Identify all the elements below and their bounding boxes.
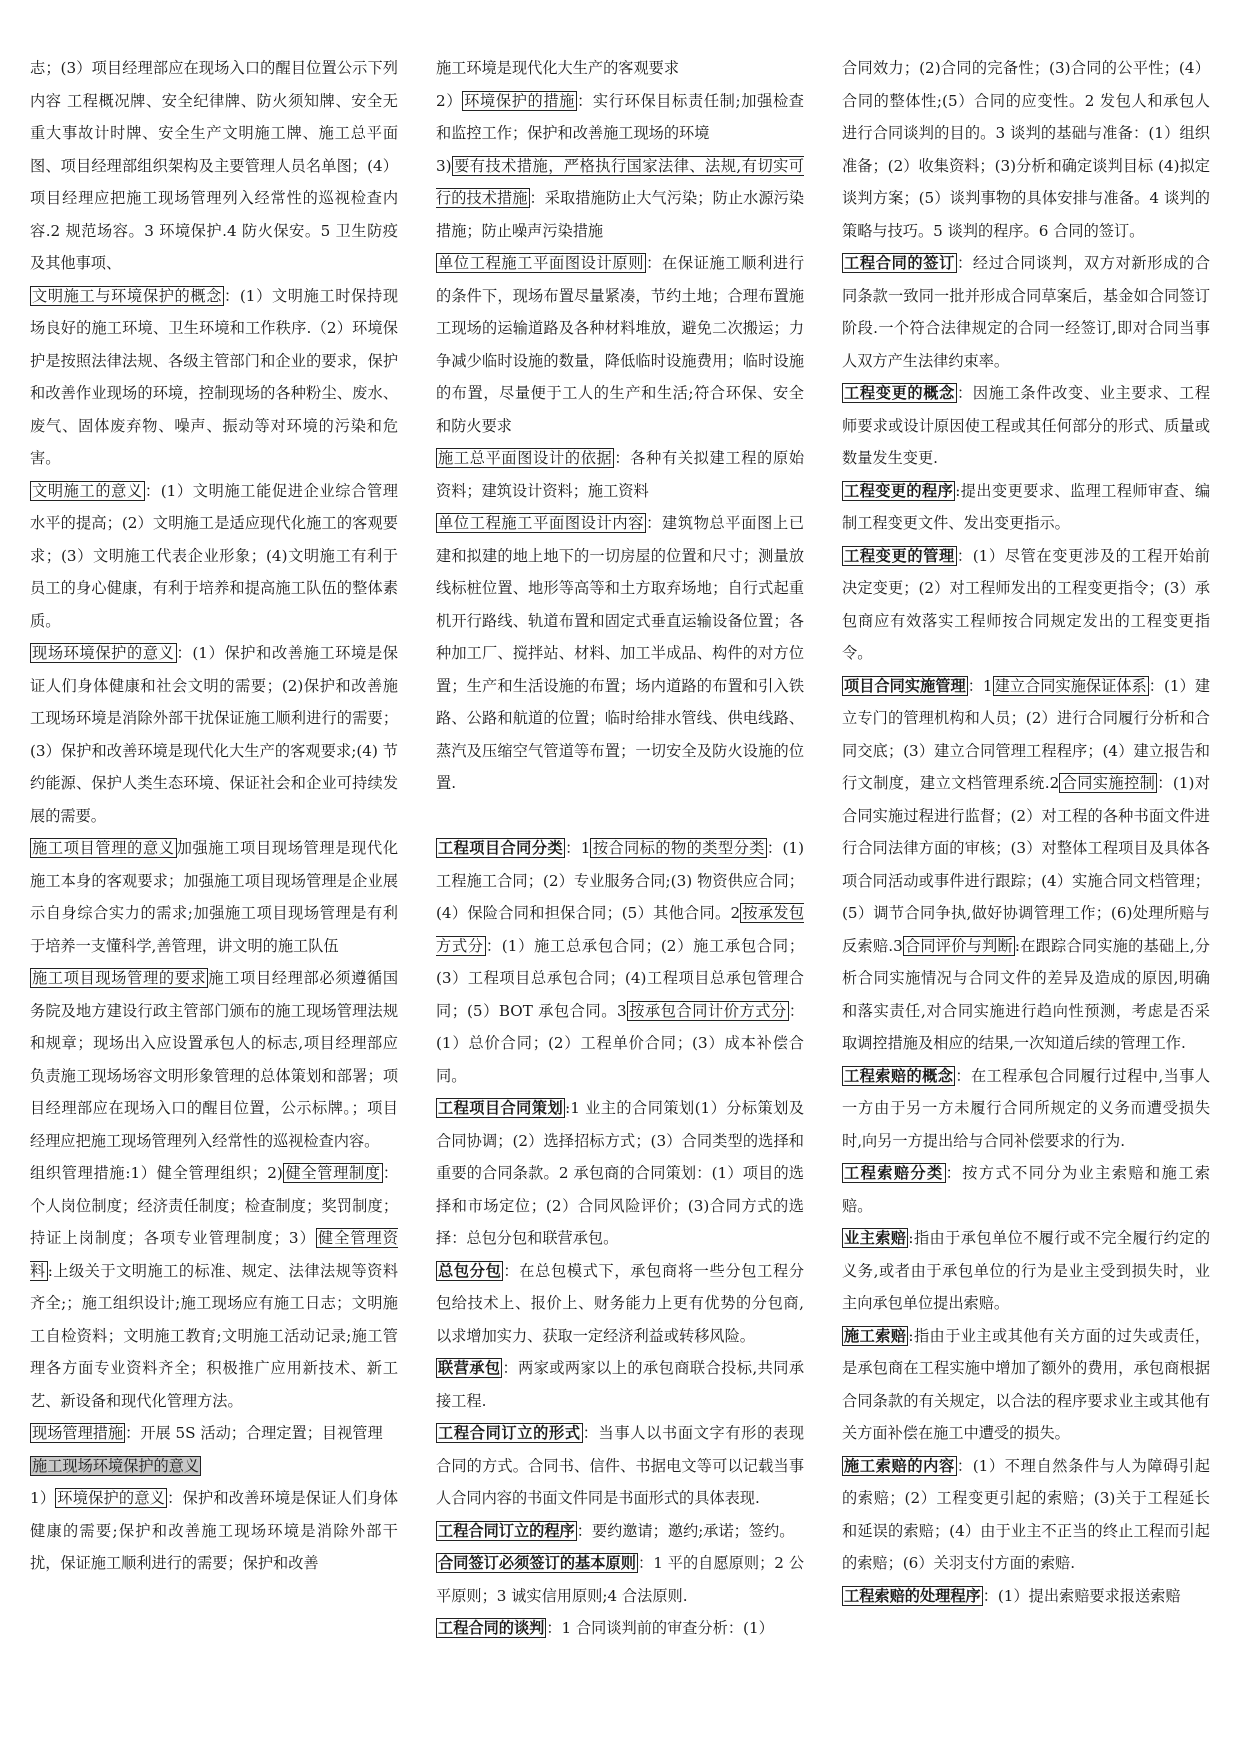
paragraph-change-concept: [842, 377, 1210, 475]
term-heading: 按承包合同计价方式分: [628, 1001, 787, 1020]
paragraph-site-display-items: [30, 52, 398, 280]
section-title: 施工现场环境保护的意义: [32, 1456, 200, 1475]
paragraph-site-management-measures: [30, 1417, 398, 1450]
term-heading: 施工项目管理的意义: [32, 839, 175, 857]
term-heading: 工程索赔的处理程序: [844, 1586, 981, 1605]
paragraph-contract-classification: [436, 832, 804, 1092]
paragraph-claim-procedure: [842, 1580, 1210, 1613]
term-heading: 施工总平面图设计的依据: [438, 449, 613, 467]
term-heading: 施工索赔的内容: [844, 1456, 955, 1475]
paragraph-text: 施工项目经理部必须遵循国务院及地方建设行政主管部门颁布的施工现场管理法规和规章；现场出入应设置承包人的标志,项目经理部应负责施工现场场容文明形象管理的总体策划和部署；项目经理部应在现场入口的醒目位置，公示标牌。；项目经理应把施工现场管理列入经常性的巡视检查内容。: [30, 969, 398, 1150]
paragraph-text: ：(1)对合同实施过程进行监督；(2）对工程的各种书面文件进行合同法律方面的审核；(3）对整体工程项目及具体各项合同活动或事件进行跟踪；(4）实施合同文档管理；(5）调节合同争执,做好协调管理工作；(6)处理所赔与反索赔.3: [842, 774, 1210, 955]
paragraph-text: ：经过合同谈判，双方对新形成的合同条款一致同一批并形成合同草案后，基金如合同签订阶段.一个符合法律规定的合同一经签订,即对合同当事人双方产生法律约束率。: [842, 254, 1210, 370]
term-heading: 合同签订必须签订的基本原则: [438, 1554, 636, 1572]
paragraph-text: ：(1）总价合同；(2）工程单价合同；(3）成本补偿合同。: [436, 1001, 804, 1085]
term-heading: 合同实施控制: [1061, 774, 1156, 792]
term-heading: 单位工程施工平面图设计内容: [438, 514, 645, 532]
paragraph-text: ：个人岗位制度；经济责任制度；检查制度；奖罚制度；持证上岗制度；各项专业管理制度；3）: [30, 1164, 398, 1247]
paragraph-text: ：(1）文明施工能促进企业综合管理水平的提高；(2）文明施工是适应现代化施工的客观要求；(3）文明施工代表企业形象；(4)文明施工有利于员工的身心健康，有利于培养和提高施工队伍的整体素质。: [30, 481, 398, 630]
paragraph-text: ：按方式不同分为业主索赔和施工索赔。: [842, 1164, 1210, 1215]
term-heading: 健全管理资料: [30, 1229, 398, 1280]
paragraph-text: ：各种有关拟建工程的原始资料；建筑设计资料；施工资料: [436, 449, 804, 500]
paragraph-spacer: [436, 800, 804, 833]
paragraph-text: ：(1）提出索赔要求报送索赔: [982, 1586, 1181, 1605]
paragraph-text: 1）: [30, 1489, 56, 1507]
paragraph-text: 组织管理措施:1）健全管理组织；2): [30, 1164, 283, 1182]
paragraph-contract-planning: [436, 1092, 804, 1255]
paragraph-text: ：在工程承包合同履行过程中,当事人一方由于另一方未履行合同所规定的义务而遭受损失时,向另一方提出给与合同补偿要求的行为.: [842, 1066, 1210, 1150]
paragraph-claim-classification: [842, 1157, 1210, 1222]
paragraph-organization-measures: [30, 1157, 398, 1417]
paragraph-contract-implementation: [842, 670, 1210, 1060]
paragraph-text: :提出变更要求、监理工程师审查、编制工程变更文件、发出变更指示。: [842, 481, 1210, 532]
term-heading: 要有技术措施，严格执行国家法律、法规,有切实可行的技术措施: [436, 156, 804, 207]
paragraph-text: ：1 合同谈判前的审查分析：(1）: [546, 1619, 774, 1637]
paragraph-claim-concept: [842, 1060, 1210, 1158]
paragraph-text: 3): [436, 156, 452, 175]
paragraph-negotiation-continuation: [842, 52, 1210, 247]
term-heading: 按承发包方式分: [436, 904, 804, 955]
paragraph-text: :上级关于文明施工的标准、规定、法律法规等资料齐全;；施工组织设计;施工现场应有施工日志；文明施工自检资料；文明施工教育;文明施工活动记录;施工管理各方面专业资料齐全；积极推广应用新技术、新工艺、新设备和现代化管理方法。: [30, 1261, 398, 1410]
section-heading: [30, 1450, 398, 1483]
paragraph-site-plan-principles: [436, 247, 804, 442]
term-heading: 工程变更的管理: [844, 546, 955, 565]
text-column-left: [30, 52, 398, 1742]
paragraph-civilized-construction-concept: [30, 280, 398, 475]
paragraph-text: ：要约邀请；邀约;承诺；签约。: [576, 1521, 795, 1540]
term-heading: 工程变更的程序: [844, 481, 954, 500]
paragraph-text: 合同效力；(2)合同的完备性；(3)合同的公平性；(4）合同的整体性;(5）合同的应变性。2 发包人和承包人进行合同谈判的目的。3 谈判的基础与准备：(1）组织准备；(2）收集资料；(3)分析和确定谈判目标 (4)拟定谈判方案；(5）谈判事物的具体安排与准备。4 谈判的策略与技巧。5 谈判的程序。6 合同的签订。: [842, 59, 1210, 240]
paragraph-text: ：1: [967, 676, 993, 695]
term-heading: 施工项目现场管理的要求: [32, 969, 207, 987]
term-heading: 工程变更的概念: [844, 384, 955, 402]
paragraph-joint-contract: [436, 1352, 804, 1417]
paragraph-site-plan-basis: [436, 442, 804, 507]
term-heading: 工程合同订立的形式: [438, 1424, 581, 1442]
paragraph-text: ：建筑物总平面图上已建和拟建的地上地下的一切房屋的位置和尺寸；测量放线标桩位置、地形等高等和土方取弃场地；自行式起重机开行路线、轨道布置和固定式垂直运输设备位置；各种加工厂、搅拌站、材料、加工半成品、构件的对方位置；生产和生活设施的布置；场内道路的布置和引入铁路、公路和航道的位置；临时给排水管线、供电线路、蒸汽及压缩空气管道等布置；一切安全及防火设施的位置.: [436, 514, 804, 792]
paragraph-change-procedure: [842, 475, 1210, 540]
paragraph-project-management-significance: [30, 832, 398, 962]
paragraph-contract-form: [436, 1417, 804, 1515]
paragraph-text: ：(1）文明施工时保持现场良好的施工环境、卫生环境和工作秩序.（2）环境保护是按照法律法规、各级主管部门和企业的要求，保护和改善作业现场的环境，控制现场的各种粉尘、废水、废气、固体废弃物、噪声、振动等对环境的污染和危害。: [30, 286, 398, 467]
paragraph-text: 2）: [436, 91, 463, 110]
term-heading: 工程索赔分类: [844, 1164, 944, 1182]
paragraph-text: :指由于承包单位不履行或不完全履行约定的义务,或者由于承包单位的行为是业主受到损失时，业主向承包单位提出索赔。: [842, 1229, 1210, 1312]
paragraph-text: ：(1)工程施工合同；(2）专业服务合同;(3) 物资供应合同；(4）保险合同和担保合同；(5）其他合同。2: [436, 839, 804, 922]
paragraph-construction-claim: [842, 1320, 1210, 1450]
paragraph-text: ：(1）建立专门的管理机构和人员；(2）进行合同履行分析和合同交底；(3）建立合同管理工程程序；(4）建立报告和行文制度，建立文档管理系统.2: [842, 676, 1210, 792]
paragraph-environment-protection-significance: [30, 637, 398, 832]
paragraph-text: :指由于业主或其他有关方面的过失或责任，是承包商在工程实施中增加了额外的费用，承包商根据合同条款的有关规定，以合法的程序要求业主或其他有关方面补偿在施工中遭受的损失。: [842, 1326, 1210, 1442]
paragraph-text: ：1: [565, 839, 591, 857]
term-heading: 工程合同订立的程序: [438, 1521, 575, 1540]
term-heading: 环境保护的措施: [464, 91, 576, 110]
paragraph-claim-content: [842, 1450, 1210, 1580]
paragraph-text: :1 业主的合同策划(1）分标策划及合同协调；(2）选择招标方式；(3）合同类型的选择和重要的合同条款。2 承包商的合同策划：(1）项目的选择和市场定位；(2）合同风险评价；(3)合同方式的选择：总包分包和联营承包。: [436, 1099, 804, 1247]
paragraph-general-subcontract: [436, 1255, 804, 1353]
paragraph-contract-signing: [842, 247, 1210, 377]
paragraph-civilized-construction-significance: [30, 475, 398, 638]
paragraph-environment-measures: [436, 85, 804, 150]
paragraph-environment-protection: [30, 1482, 398, 1580]
paragraph-contract-principles: [436, 1547, 804, 1612]
paragraph-contract-procedure: [436, 1515, 804, 1548]
term-heading: 单位工程施工平面图设计原则: [438, 254, 645, 272]
text-column-middle: [436, 52, 804, 1742]
paragraph-text: ：在总包模式下，承包商将一些分包工程分包给技术上、报价上、财务能力上更有优势的分包商,以求增加实力、获取一定经济利益或转移风险。: [436, 1261, 804, 1345]
paragraph-text: ：1 平的自愿原则；2 公平原则；3 诚实信用原则;4 合法原则.: [436, 1554, 804, 1605]
term-heading: 工程项目合同策划: [438, 1099, 564, 1117]
paragraph-text: ：(1）保护和改善施工环境是保证人们身体健康和社会文明的需要；(2)保护和改善施工现场环境是消除外部干扰保证施工顺利进行的需要；(3）保护和改善环境是现代化大生产的客观要求;(4) 节约能源、保护人类生态环境、保证社会和企业可持续发展的需要。: [30, 644, 398, 825]
term-heading: 工程合同的谈判: [438, 1619, 545, 1637]
paragraph-site-management-requirements: [30, 962, 398, 1157]
term-heading: 现场管理措施: [32, 1424, 124, 1442]
paragraph-text: ：(1）施工总承包合同；(2）施工承包合同；(3）工程项目总承包合同；(4)工程项目总承包管理合同；(5）BOT 承包合同。3: [436, 936, 804, 1020]
paragraph-text: ：在保证施工顺利进行的条件下，现场布置尽量紧凑，节约土地；合理布置施工现场的运输道路及各种材料堆放，避免二次搬运；力争减少临时设施的数量，降低临时设施费用；临时设施的布置，尽量便于工人的生产和生活;符合环保、安全和防火要求: [436, 254, 804, 435]
paragraph-text: ：实行环保目标责任制;加强检查和监控工作；保护和改善施工现场的环境: [436, 91, 804, 142]
term-heading: 建立合同实施保证体系: [994, 676, 1147, 695]
paragraph-owner-claim: [842, 1222, 1210, 1320]
term-heading: 按合同标的物的类型分类: [592, 839, 765, 857]
paragraph-text: ：保护和改善环境是保证人们身体健康的需要;保护和改善施工现场环境是消除外部干扰，保证施工顺利进行的需要；保护和改善: [30, 1489, 398, 1572]
paragraph-technical-measures: [436, 150, 804, 248]
paragraph-text: 加强施工项目现场管理是现代化施工本身的客观要求；加强施工项目现场管理是企业展示自身综合实力的需求;加强施工项目现场管理是有利于培养一支懂科学,善管理，讲文明的施工队伍: [30, 839, 398, 955]
term-heading: 总包分包: [438, 1261, 502, 1280]
paragraph-contract-negotiation: [436, 1612, 804, 1645]
term-heading: 施工索赔: [844, 1326, 907, 1345]
term-heading: 工程索赔的概念: [844, 1066, 954, 1085]
paragraph-continuation: [436, 52, 804, 85]
paragraph-text: ：当事人以书面文字有形的表现合同的方式。合同书、信件、书据电文等可以记载当事人合同内容的书面文件同是书面形式的具体表现.: [436, 1424, 804, 1507]
text-column-right: [842, 52, 1210, 1742]
term-heading: 合同评价与判断: [904, 936, 1013, 955]
paragraph-text: :在跟踪合同实施的基础上,分析合同实施情况与合同文件的差异及造成的原因,明确和落实责任,对合同实施进行趋向性预测，考虑是否采取调控措施及相应的结果,一次知道后续的管理工作.: [842, 936, 1210, 1052]
term-heading: 工程项目合同分类: [438, 839, 564, 857]
term-heading: 联营承包: [438, 1359, 501, 1377]
term-heading: 环境保护的意义: [57, 1489, 166, 1507]
term-heading: 工程合同的签订: [844, 254, 955, 272]
term-heading: 业主索赔: [844, 1229, 907, 1247]
term-heading: 文明施工与环境保护的概念: [32, 286, 223, 305]
paragraph-site-plan-content: [436, 507, 804, 800]
paragraph-text: ：因施工条件改变、业主要求、工程师要求或设计原因使工程或其任何部分的形式、质量或数量发生变更.: [842, 384, 1210, 467]
paragraph-text: ：采取措施防止大气污染；防止水源污染措施；防止噪声污染措施: [436, 189, 804, 240]
paragraph-text: ：(1）尽管在变更涉及的工程开始前决定变更；(2）对工程师发出的工程变更指令；(3）承包商应有效落实工程师按合同规定发出的工程变更指令。: [842, 546, 1210, 662]
paragraph-text: ：(1）不理自然条件与人为障碍引起的索赔；(2）工程变更引起的索赔；(3)关于工程延长和延误的索赔；(4）由于业主不正当的终止工程而引起的索赔；(6）关羽支付方面的索赔.: [842, 1456, 1210, 1572]
term-heading: 文明施工的意义: [32, 481, 143, 500]
paragraph-text: ：两家或两家以上的承包商联合投标,共同承接工程.: [436, 1359, 804, 1410]
term-heading: 健全管理制度: [284, 1164, 381, 1182]
term-heading: 现场环境保护的意义: [32, 644, 175, 662]
term-heading: 项目合同实施管理: [844, 676, 966, 695]
paragraph-text: ：开展 5S 活动；合理定置；目视管理: [125, 1424, 383, 1442]
paragraph-text: 志；(3）项目经理部应在现场入口的醒目位置公示下列内容 工程概况牌、安全纪律牌、防火须知牌、安全无重大事故计时牌、安全生产文明施工牌、施工总平面图、项目经理部组织架构及主要管理人员名单图；(4）项目经理应把施工现场管理列入经常性的巡视检查内容.2 规范场容。3 环境保护.4 防火保安。5 卫生防疫及其他事项、: [30, 59, 398, 272]
paragraph-change-management: [842, 540, 1210, 670]
paragraph-text: 施工环境是现代化大生产的客观要求: [436, 59, 679, 77]
